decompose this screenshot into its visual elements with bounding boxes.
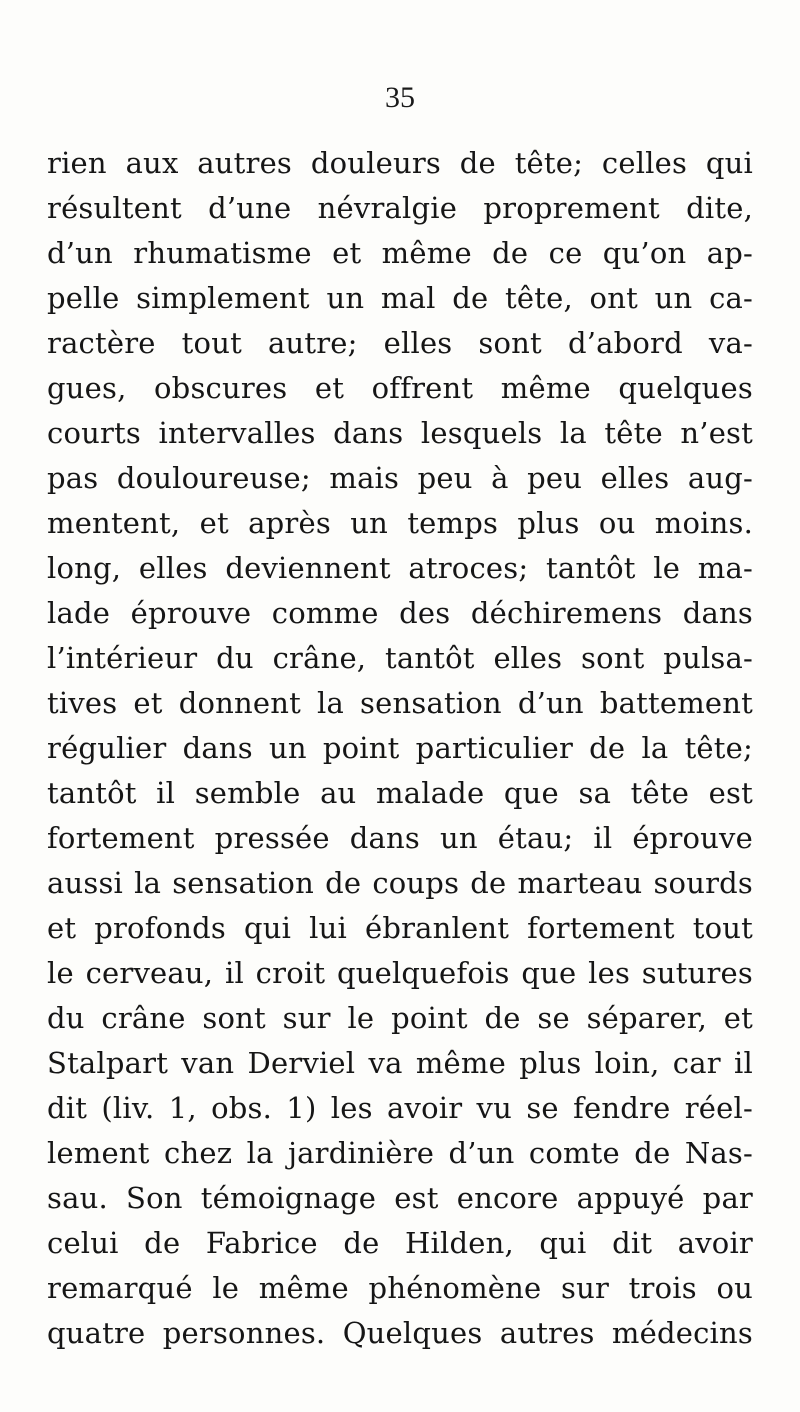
text-line: d’un rhumatisme et même de ce qu’on ap-	[47, 236, 753, 270]
text-line: rien aux autres douleurs de tête; celles qui	[47, 146, 753, 180]
text-line: celui de Fabrice de Hilden, qui dit avoir	[47, 1226, 753, 1260]
text-line: quatre personnes. Quelques autres médecins	[47, 1316, 753, 1350]
text-line: courts intervalles dans lesquels la tête n’est	[47, 416, 753, 450]
text-line: gues, obscures et offrent même quelques	[47, 371, 753, 405]
text-line: mentent, et après un temps plus ou moins.	[47, 506, 753, 540]
text-line: long, elles deviennent atroces; tantôt le ma-	[47, 551, 753, 585]
text-line: pelle simplement un mal de tête, ont un ca-	[47, 281, 753, 315]
text-line: pas douloureuse; mais peu à peu elles aug-	[47, 461, 753, 495]
text-line: lement chez la jardinière d’un comte de Nas-	[47, 1136, 753, 1170]
text-line: fortement pressée dans un étau; il éprouve	[47, 821, 753, 855]
text-line: Stalpart van Derviel va même plus loin, car il	[47, 1046, 753, 1080]
text-line: ractère tout autre; elles sont d’abord va-	[47, 326, 753, 360]
body-text	[47, 141, 753, 1356]
text-line: dit (liv. 1, obs. 1) les avoir vu se fendre réel-	[47, 1091, 753, 1125]
text-line: résultent d’une névralgie proprement dite,	[47, 191, 753, 225]
text-line: tives et donnent la sensation d’un battement	[47, 686, 753, 720]
text-line: régulier dans un point particulier de la tête;	[47, 731, 753, 765]
text-line: le cerveau, il croit quelquefois que les sutures	[47, 956, 753, 990]
text-line: l’intérieur du crâne, tantôt elles sont pulsa-	[47, 641, 753, 675]
text-line: lade éprouve comme des déchiremens dans	[47, 596, 753, 630]
text-line: aussi la sensation de coups de marteau sourds	[47, 866, 753, 900]
text-line: remarqué le même phénomène sur trois ou	[47, 1271, 753, 1305]
text-line: sau. Son témoignage est encore appuyé par	[47, 1181, 753, 1215]
text-line: tantôt il semble au malade que sa tête est	[47, 776, 753, 810]
page-number: 35	[385, 81, 415, 114]
text-line: du crâne sont sur le point de se séparer, et	[47, 1001, 753, 1035]
text-line: et profonds qui lui ébranlent fortement tout	[47, 911, 753, 945]
